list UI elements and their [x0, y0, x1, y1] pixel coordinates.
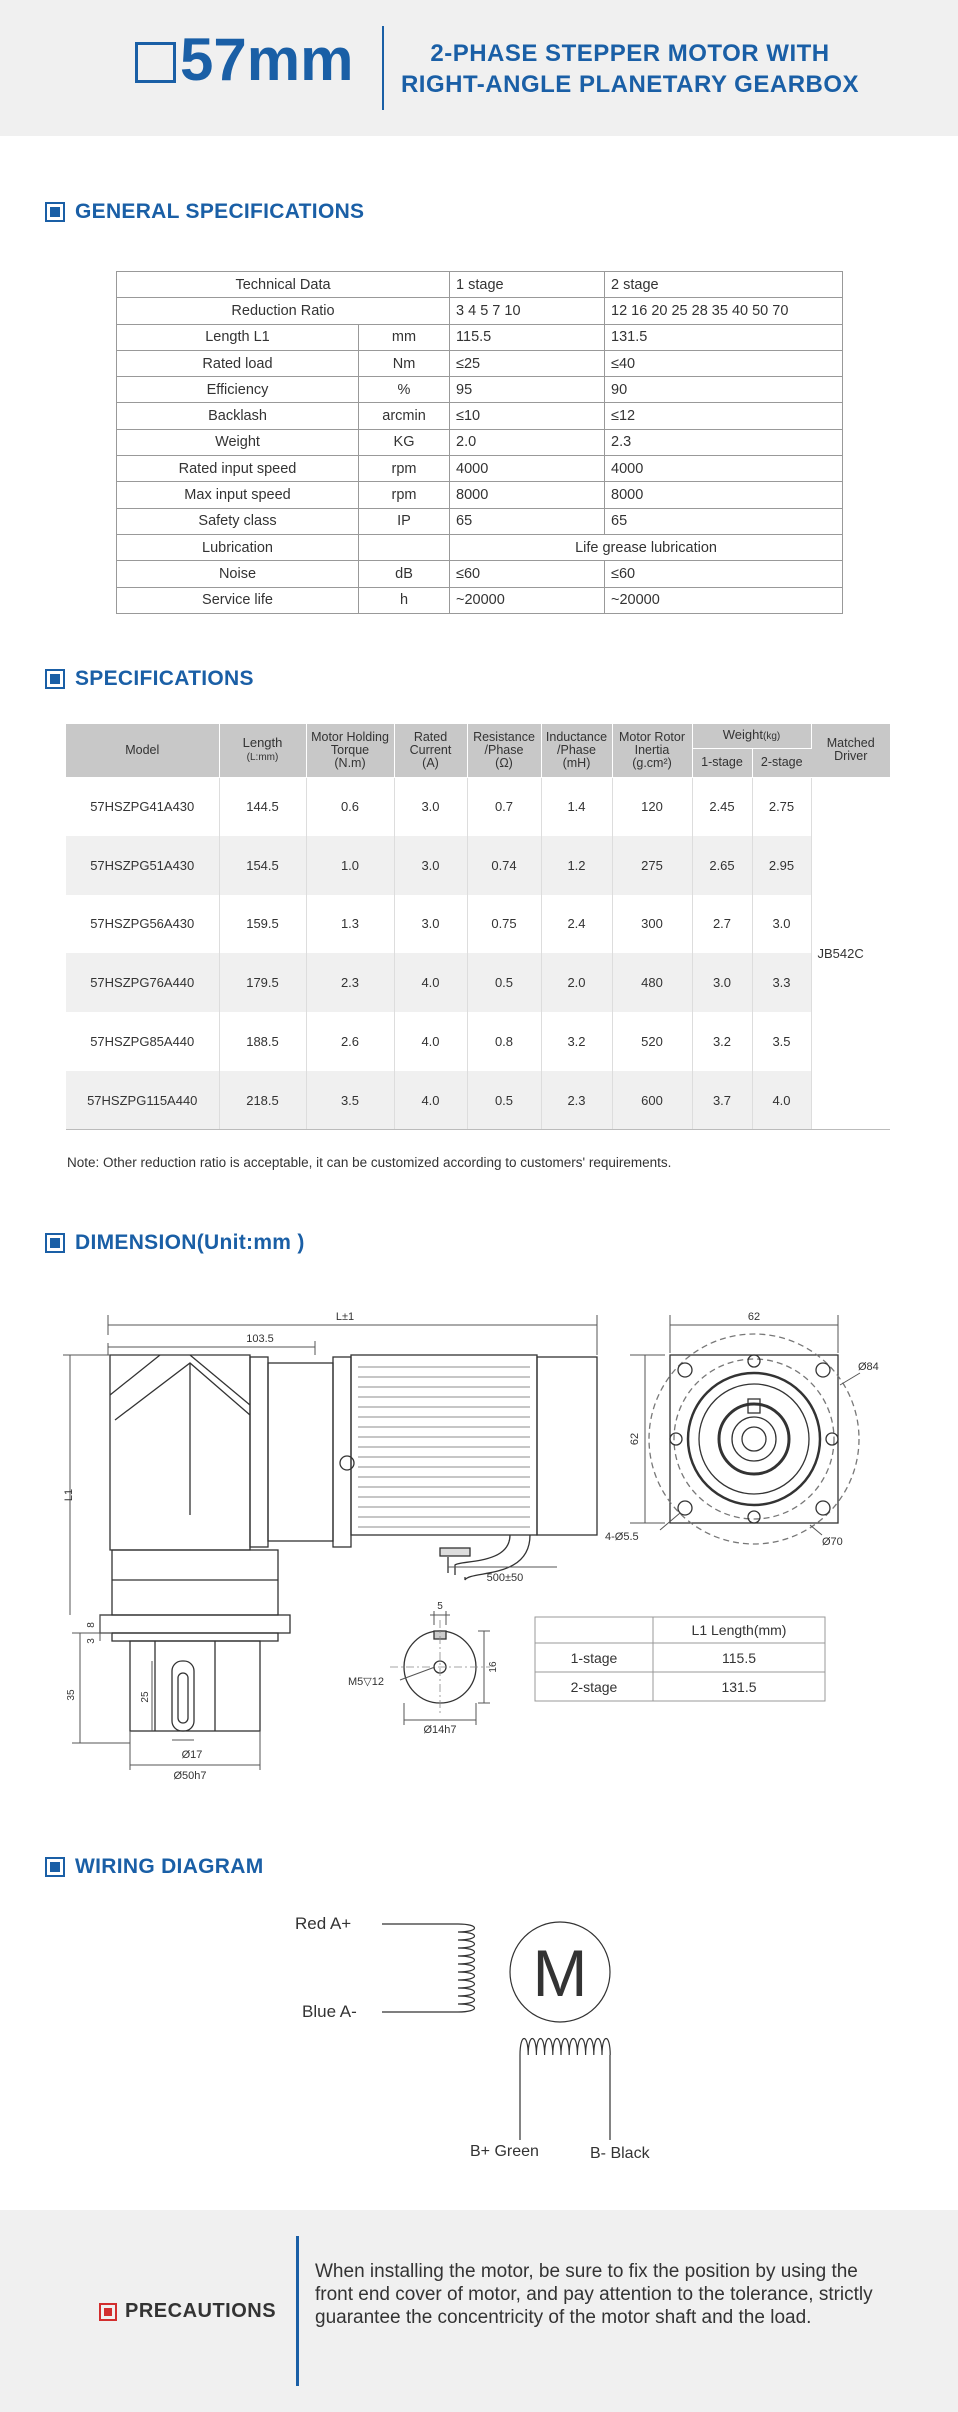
- cell-weight2: 4.0: [752, 1071, 811, 1130]
- table-cell: Length L1: [117, 324, 359, 350]
- table-cell: ~20000: [605, 587, 843, 613]
- cell-resistance: 0.74: [467, 836, 541, 895]
- section-bullet-icon: [45, 669, 65, 689]
- svg-text:L1: L1: [63, 1488, 75, 1502]
- cell-weight1: 3.7: [692, 1071, 752, 1130]
- cell-inductance: 3.2: [541, 1012, 612, 1071]
- table-cell: 95: [450, 377, 605, 403]
- table-cell: 131.5: [605, 324, 843, 350]
- table-cell: 8000: [450, 482, 605, 508]
- table-row: [117, 272, 843, 298]
- table-cell: L1 Length(mm): [691, 1622, 787, 1638]
- product-title-line2: RIGHT-ANGLE PLANETARY GEARBOX: [400, 71, 860, 98]
- svg-text:500±50: 500±50: [486, 1572, 524, 1584]
- table-cell: 65: [450, 508, 605, 534]
- cell-model: 57HSZPG56A430: [66, 895, 219, 954]
- table-cell: 1-stage: [570, 1650, 618, 1666]
- cell-model: 57HSZPG51A430: [66, 836, 219, 895]
- table-cell: Backlash: [117, 403, 359, 429]
- square-symbol-icon: [135, 42, 176, 83]
- precautions-text: When installing the motor, be sure to fix the position by using the front end cover of motor, and pay attention to the tolerance, strictly guarantee the concentricity of the motor shaft and the load.: [315, 2261, 873, 2328]
- coil-a-winding: [458, 1924, 475, 2012]
- wire-blue-label: Blue A-: [302, 2002, 357, 2021]
- table-cell: Weight: [117, 429, 359, 455]
- table-row: [66, 836, 890, 895]
- svg-text:35: 35: [66, 1689, 77, 1701]
- section-bullet-icon: [45, 1233, 65, 1253]
- table-row: [66, 1071, 890, 1130]
- table-cell: 131.5: [721, 1679, 757, 1695]
- cell-inductance: 2.0: [541, 953, 612, 1012]
- cell-current: 3.0: [394, 777, 467, 836]
- cell-length: 218.5: [219, 1071, 306, 1130]
- table-cell: ~20000: [450, 587, 605, 613]
- table-cell: 8000: [605, 482, 843, 508]
- table-cell: 4000: [605, 456, 843, 482]
- table-row: [117, 587, 843, 613]
- svg-text:16: 16: [488, 1661, 499, 1673]
- cell-inductance: 2.3: [541, 1071, 612, 1130]
- cell-resistance: 0.8: [467, 1012, 541, 1071]
- table-cell: ≤40: [605, 350, 843, 376]
- table-cell: rpm: [359, 456, 450, 482]
- section-title: DIMENSION(Unit:mm ): [75, 1231, 305, 1254]
- dimension-gear-length: [108, 1333, 315, 1355]
- table-cell: Nm: [359, 350, 450, 376]
- svg-text:M5▽12: M5▽12: [348, 1676, 384, 1688]
- cell-inertia: 275: [612, 836, 692, 895]
- header-length: Length (L:mm): [219, 724, 306, 777]
- cell-resistance: 0.5: [467, 953, 541, 1012]
- front-view: [649, 1334, 859, 1544]
- wire-black-label: B- Black: [590, 2145, 650, 2162]
- header-weight-stage1: 1-stage: [692, 748, 752, 777]
- dimension-l1: [63, 1355, 110, 1615]
- table-cell: Rated load: [117, 350, 359, 376]
- table-cell: 4000: [450, 456, 605, 482]
- cell-torque: 2.6: [306, 1012, 394, 1071]
- table-cell: arcmin: [359, 403, 450, 429]
- table-row: [66, 895, 890, 954]
- svg-text:3: 3: [86, 1638, 97, 1644]
- svg-text:Ø70: Ø70: [822, 1536, 843, 1548]
- gearbox-flange: [100, 1550, 290, 1731]
- header-weight-stage2: 2-stage: [752, 748, 811, 777]
- cell-current: 3.0: [394, 836, 467, 895]
- table-row: [117, 482, 843, 508]
- cell-weight2: 3.5: [752, 1012, 811, 1071]
- table-row: [117, 429, 843, 455]
- cell-length: 179.5: [219, 953, 306, 1012]
- table-cell: Rated input speed: [117, 456, 359, 482]
- table-row: [66, 1012, 890, 1071]
- header-weight: Weight(kg): [692, 724, 811, 748]
- svg-text:Ø50h7: Ø50h7: [173, 1770, 207, 1782]
- wiring-diagram: [280, 1900, 700, 2180]
- header-current: Rated Current (A): [394, 724, 467, 777]
- table-cell: ≤12: [605, 403, 843, 429]
- section-bullet-icon: [45, 1857, 65, 1877]
- table-cell: KG: [359, 429, 450, 455]
- cell-current: 4.0: [394, 1012, 467, 1071]
- cell-inertia: 600: [612, 1071, 692, 1130]
- header-driver: Matched Driver: [811, 724, 890, 777]
- table-cell: rpm: [359, 482, 450, 508]
- dimension-total-length: [108, 1311, 597, 1355]
- cell-resistance: 0.5: [467, 1071, 541, 1130]
- wire-red-label: Red A+: [295, 1914, 352, 1933]
- table-cell: 2-stage: [570, 1679, 618, 1695]
- table-row: [66, 777, 890, 836]
- motor-symbol-label: M: [532, 1936, 588, 2010]
- cell-length: 144.5: [219, 777, 306, 836]
- cell-model: 57HSZPG115A440: [66, 1071, 219, 1130]
- header-resistance: Resistance /Phase (Ω): [467, 724, 541, 777]
- table-cell: IP: [359, 508, 450, 534]
- section-title: SPECIFICATIONS: [75, 667, 254, 690]
- svg-text:Ø17: Ø17: [181, 1749, 203, 1761]
- svg-text:Ø84: Ø84: [858, 1361, 879, 1373]
- table-cell: 12 16 20 25 28 35 40 50 70: [605, 298, 843, 324]
- table-row: [66, 953, 890, 1012]
- l1-length-table: [535, 1617, 825, 1701]
- svg-text:62: 62: [629, 1432, 641, 1446]
- svg-text:25: 25: [140, 1691, 151, 1703]
- header-inductance: Inductance /Phase (mH): [541, 724, 612, 777]
- table-cell: Service life: [117, 587, 359, 613]
- table-cell: 115.5: [722, 1650, 756, 1666]
- section-title: GENERAL SPECIFICATIONS: [75, 200, 365, 223]
- precautions-divider: [296, 2236, 299, 2386]
- precautions-bullet-icon: [99, 2303, 117, 2321]
- cell-torque: 1.0: [306, 836, 394, 895]
- customization-note: Note: Other reduction ratio is acceptable, it can be customized according to customers' requirements.: [67, 1155, 672, 1170]
- cell-weight2: 3.0: [752, 895, 811, 954]
- svg-text:Ø14h7: Ø14h7: [423, 1724, 457, 1736]
- cell-resistance: 0.75: [467, 895, 541, 954]
- table-cell: h: [359, 587, 450, 613]
- table-row: [117, 508, 843, 534]
- table-row: [117, 534, 843, 560]
- table-cell: Efficiency: [117, 377, 359, 403]
- section-specifications: [45, 667, 254, 691]
- header-inertia: Motor Rotor Inertia (g.cm²): [612, 724, 692, 777]
- table-cell: 65: [605, 508, 843, 534]
- svg-text:4-Ø5.5: 4-Ø5.5: [605, 1531, 639, 1543]
- cell-torque: 3.5: [306, 1071, 394, 1130]
- table-cell: 1 stage: [450, 272, 605, 298]
- table-cell: 2.3: [605, 429, 843, 455]
- general-specs-table: [116, 271, 843, 614]
- table-row: [117, 377, 843, 403]
- product-title-line1: 2-PHASE STEPPER MOTOR WITH: [430, 40, 830, 67]
- section-title: WIRING DIAGRAM: [75, 1855, 264, 1878]
- svg-text:62: 62: [747, 1311, 761, 1323]
- section-general-specs: [45, 200, 364, 224]
- header-torque: Motor Holding Torque (N.m): [306, 724, 394, 777]
- table-cell: 2.0: [450, 429, 605, 455]
- cell-length: 154.5: [219, 836, 306, 895]
- cell-current: 4.0: [394, 953, 467, 1012]
- table-row: [117, 350, 843, 376]
- cell-inertia: 300: [612, 895, 692, 954]
- cell-inertia: 120: [612, 777, 692, 836]
- table-cell: %: [359, 377, 450, 403]
- cell-weight2: 3.3: [752, 953, 811, 1012]
- precautions-title: PRECAUTIONS: [125, 2300, 277, 2322]
- page-header: [0, 0, 958, 136]
- cell-weight2: 2.75: [752, 777, 811, 836]
- section-dimension: [45, 1231, 305, 1255]
- table-cell: ≤25: [450, 350, 605, 376]
- cell-weight1: 2.7: [692, 895, 752, 954]
- table-cell: 115.5: [450, 324, 605, 350]
- cell-inductance: 1.2: [541, 836, 612, 895]
- cell-length: 188.5: [219, 1012, 306, 1071]
- svg-text:L±1: L±1: [335, 1311, 355, 1323]
- table-cell: dB: [359, 561, 450, 587]
- table-cell: Safety class: [117, 508, 359, 534]
- table-cell: ≤60: [605, 561, 843, 587]
- table-cell: 3 4 5 7 10: [450, 298, 605, 324]
- cell-weight1: 2.45: [692, 777, 752, 836]
- precautions-panel: [0, 2210, 958, 2412]
- cell-torque: 1.3: [306, 895, 394, 954]
- cell-inductance: 1.4: [541, 777, 612, 836]
- cell-torque: 2.3: [306, 953, 394, 1012]
- cell-resistance: 0.7: [467, 777, 541, 836]
- coil-b: [520, 2039, 610, 2056]
- section-bullet-icon: [45, 202, 65, 222]
- shaft-section: [390, 1620, 490, 1715]
- svg-text:8: 8: [86, 1622, 97, 1628]
- product-title: [400, 38, 860, 100]
- table-cell: mm: [359, 324, 450, 350]
- table-cell: ≤10: [450, 403, 605, 429]
- wire-green-label: B+ Green: [470, 2143, 539, 2160]
- cell-weight1: 3.0: [692, 953, 752, 1012]
- table-cell: ≤60: [450, 561, 605, 587]
- dimension-drawing: [60, 1295, 910, 1815]
- coil-a: [458, 1924, 475, 2012]
- cell-weight2: 2.95: [752, 836, 811, 895]
- cell-inductance: 2.4: [541, 895, 612, 954]
- table-cell: 90: [605, 377, 843, 403]
- table-cell: Lubrication: [117, 534, 359, 560]
- cell-current: 3.0: [394, 895, 467, 954]
- cell-length: 159.5: [219, 895, 306, 954]
- table-row: [117, 403, 843, 429]
- motor-size-label: 57mm: [180, 26, 354, 93]
- svg-text:103.5: 103.5: [246, 1333, 274, 1345]
- specifications-table: [66, 724, 890, 1130]
- cell-inertia: 480: [612, 953, 692, 1012]
- cell-model: 57HSZPG85A440: [66, 1012, 219, 1071]
- cell-weight1: 3.2: [692, 1012, 752, 1071]
- header-model: Model: [66, 724, 219, 777]
- table-cell: Life grease lubrication: [450, 534, 843, 560]
- cell-driver: JB542C: [811, 777, 890, 1130]
- table-cell: Technical Data: [117, 272, 450, 298]
- cell-torque: 0.6: [306, 777, 394, 836]
- table-cell: [359, 534, 450, 560]
- gearbox-housing: [110, 1355, 354, 1550]
- svg-text:5: 5: [437, 1601, 443, 1612]
- motor-body: [333, 1355, 597, 1580]
- cell-inertia: 520: [612, 1012, 692, 1071]
- table-cell: 2 stage: [605, 272, 843, 298]
- cell-weight1: 2.65: [692, 836, 752, 895]
- table-cell: Max input speed: [117, 482, 359, 508]
- table-row: [117, 298, 843, 324]
- dimension-small: [66, 1615, 260, 1782]
- section-wiring: [45, 1855, 264, 1879]
- header-divider: [382, 26, 384, 110]
- table-row: [117, 561, 843, 587]
- cell-current: 4.0: [394, 1071, 467, 1130]
- cell-model: 57HSZPG41A430: [66, 777, 219, 836]
- table-row: [117, 456, 843, 482]
- table-cell: Noise: [117, 561, 359, 587]
- table-cell: Reduction Ratio: [117, 298, 450, 324]
- table-row: [117, 324, 843, 350]
- cell-model: 57HSZPG76A440: [66, 953, 219, 1012]
- coil-b-winding: [520, 2039, 610, 2056]
